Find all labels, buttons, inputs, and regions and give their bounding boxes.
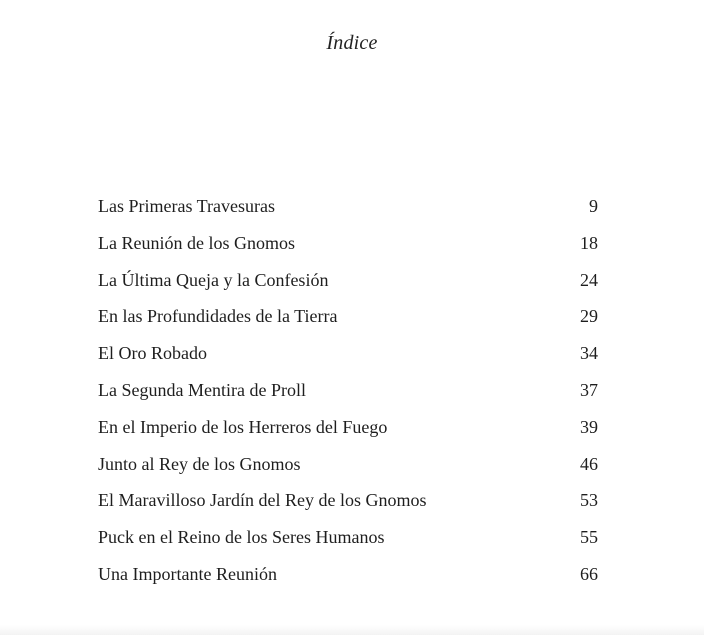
toc-entry-title: En las Profundidades de la Tierra: [98, 306, 338, 327]
toc-entry[interactable]: [98, 519, 598, 556]
toc-entry-title: La Segunda Mentira de Proll: [98, 379, 306, 400]
toc-entry-title: La Reunión de los Gnomos: [98, 232, 295, 253]
toc-entry-title: Puck en el Reino de los Seres Humanos: [98, 527, 385, 548]
toc-entry-page-number: 24: [580, 269, 598, 290]
toc-entry[interactable]: [98, 556, 598, 593]
toc-entry-page-number: 46: [580, 453, 598, 474]
page-title: Índice: [326, 32, 378, 54]
toc-entry-title: La Última Queja y la Confesión: [98, 269, 329, 290]
toc-entry-title: Una Importante Reunión: [98, 563, 277, 584]
toc-entry-title: Las Primeras Travesuras: [98, 196, 275, 216]
page-bottom-shadow: [0, 625, 704, 635]
toc-entry[interactable]: [98, 372, 598, 409]
toc-entry[interactable]: [98, 446, 598, 483]
toc-entry[interactable]: [98, 262, 598, 299]
toc-entry-page-number: 29: [580, 306, 598, 327]
toc-entry[interactable]: [98, 188, 598, 225]
toc-entry-page-number: 66: [580, 563, 598, 584]
toc-entry-title: El Maravilloso Jardín del Rey de los Gnomos: [98, 490, 427, 511]
toc-entry[interactable]: [98, 409, 598, 446]
toc-entry[interactable]: [98, 298, 598, 335]
table-of-contents: [98, 188, 598, 593]
toc-entry-title: Junto al Rey de los Gnomos: [98, 453, 301, 474]
toc-entry-title: En el Imperio de los Herreros del Fuego: [98, 416, 388, 437]
toc-entry-title: El Oro Robado: [98, 343, 207, 364]
toc-entry-page-number: 37: [580, 379, 598, 400]
toc-entry[interactable]: [98, 335, 598, 372]
toc-entry-page-number: 34: [580, 343, 598, 364]
toc-entry-page-number: 55: [580, 527, 598, 548]
toc-entry-page-number: 18: [580, 232, 598, 253]
toc-entry-page-number: 9: [589, 196, 598, 216]
toc-entry[interactable]: [98, 482, 598, 519]
toc-entry-page-number: 39: [580, 416, 598, 437]
toc-entry[interactable]: [98, 225, 598, 262]
toc-entry-page-number: 53: [580, 490, 598, 511]
